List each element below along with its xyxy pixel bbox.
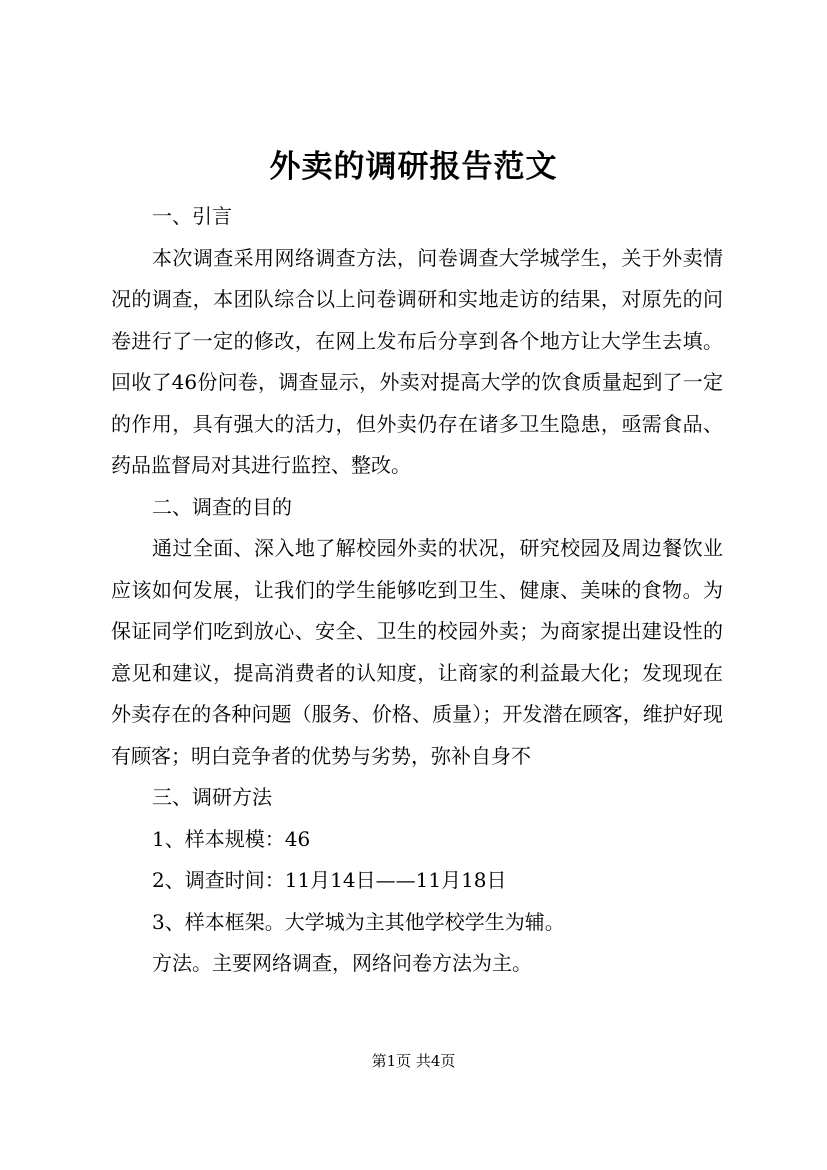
paragraph-method: 方法。主要网络调查，网络问卷方法为主。: [152, 951, 532, 975]
list-item-sample-size: 1、样本规模：46: [152, 826, 311, 851]
paragraph-introduction: 本次调查采用网络调查方法，问卷调查大学城学生，关于外卖情况的调查，本团队综合以上问卷调研和实地走访的结果，对原先的问卷进行了一定的修改，在网上发布后分享到各个地方让大学生去填。回收了46份问卷，调查显示，外卖对提高大学的饮食质量起到了一定的作用，具有强大的活力，但外卖仍存在诸多卫生隐患，亟需食品、药品监督局对其进行监控、整改。: [111, 245, 723, 477]
list-item-sample-frame: 3、样本框架。大学城为主其他学校学生为辅。: [152, 909, 565, 934]
section-heading-introduction: 一、引言: [152, 204, 232, 228]
list-item-survey-time: 2、调查时间：11月14日——11月18日: [152, 868, 507, 892]
section-heading-purpose: 二、调查的目的: [152, 494, 292, 519]
section-heading-method: 三、调研方法: [152, 785, 272, 809]
document-title: 外卖的调研报告范文: [269, 149, 558, 185]
paragraph-purpose: 通过全面、深入地了解校园外卖的状况，研究校园及周边餐饮业应该如何发展，让我们的学生能够吃到卫生、健康、美味的食物。为保证同学们吃到放心、安全、卫生的校园外卖；为商家提出建设性的意见和建议，提高消费者的认知度，让商家的利益最大化；发现现在外卖存在的各种问题（服务、价格、质量）；开发潜在顾客，维护好现有顾客；明白竞争者的优势与劣势，弥补自身不: [111, 536, 723, 768]
page-number-footer: 第1页 共4页: [371, 1052, 456, 1070]
document-body: [111, 196, 723, 985]
